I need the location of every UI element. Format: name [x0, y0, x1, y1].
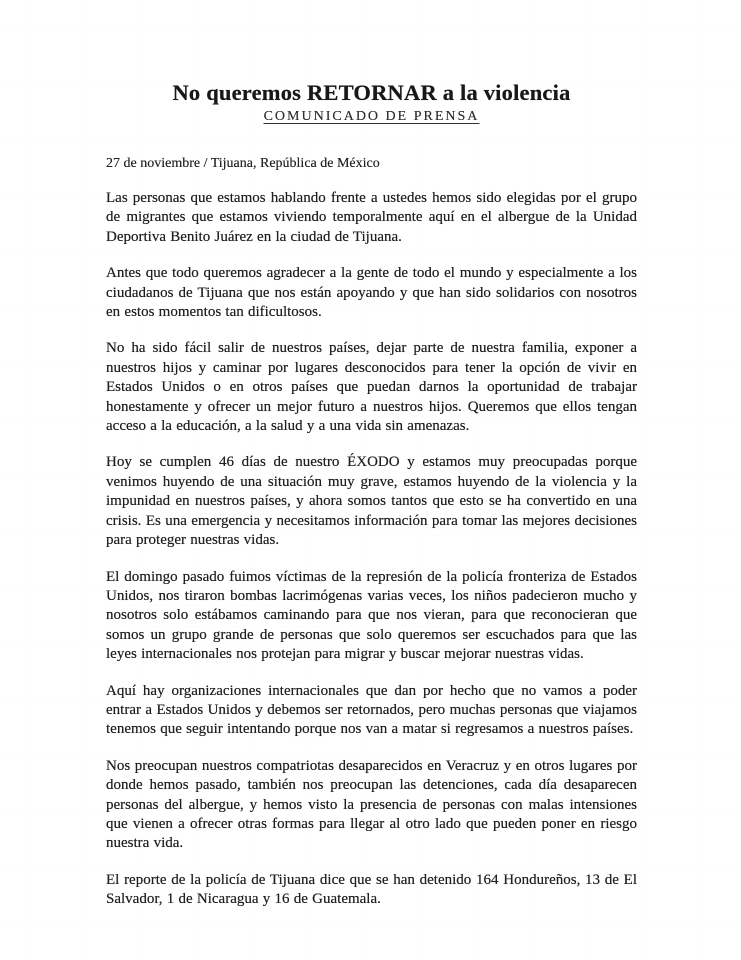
document-subtitle: COMUNICADO DE PRENSA: [263, 109, 480, 124]
document-title: No queremos RETORNAR a la violencia: [172, 80, 571, 105]
paragraph-4: Hoy se cumplen 46 días de nuestro ÉXODO y estamos muy preocupadas porque venimos huyendo de una situación muy grave, estamos huyendo de la violencia y la impunidad en nuestros países, y ahora somos tantos que esto se ha convertido en una crisis. Es una emergencia y necesitamos información para tomar las mejores decisiones para proteger nuestras vidas.: [106, 454, 637, 549]
paragraph-5: El domingo pasado fuimos víctimas de la represión de la policía fronteriza de Estados Unidos, nos tiraron bombas lacrimógenas varias veces, los niños padecieron mucho y nosotros solo estábamos caminando para que nos vieran, para que reconocieran que somos un grupo grande de personas que solo queremos ser escuchados para que las leyes internacionales nos protejan para migrar y buscar mejorar nuestras vidas.: [106, 568, 637, 663]
document-header: [106, 80, 637, 125]
paragraph-8: El reporte de la policía de Tijuana dice que se han detenido 164 Hondureños, 13 de El Salvador, 1 de Nicaragua y 16 de Guatemala.: [106, 871, 637, 908]
paragraph-6: Aquí hay organizaciones internacionales que dan por hecho que no vamos a poder entrar a Estados Unidos y debemos ser retornados, pero muchas personas que viajamos tenemos que seguir intentando porque nos van a matar si regresamos a nuestros países.: [106, 682, 637, 738]
paragraph-1: Las personas que estamos hablando frente a ustedes hemos sido elegidas por el grupo de migrantes que estamos viviendo temporalmente aquí en el albergue de la Unidad Deportiva Benito Juárez en la ciudad de Tijuana.: [106, 190, 637, 245]
document-body: [106, 189, 637, 910]
paragraph-2: Antes que todo queremos agradecer a la gente de todo el mundo y especialmente a los ciudadanos de Tijuana que nos están apoyando y que han sido solidarios con nosotros en estos momentos tan dificultosos.: [106, 265, 637, 321]
paragraph-7: Nos preocupan nuestros compatriotas desaparecidos en Veracruz y en otros lugares por donde hemos pasado, también nos preocupan las detenciones, cada día desaparecen personas del albergue, y hemos visto la presencia de personas con malas intensiones que vienen a ofrecer otras formas para llegar al otro lado que pueden poner en riesgo nuestra vida.: [106, 757, 637, 852]
document-dateline: 27 de noviembre / Tijuana, República de México: [106, 156, 380, 171]
paragraph-3: No ha sido fácil salir de nuestros países, dejar parte de nuestra familia, exponer a nuestros hijos y caminar por lugares desconocidos para tener la opción de vivir en Estados Unidos o en otros países que puedan darnos la oportunidad de trabajar honestamente y ofrecer un mejor futuro a nuestros hijos. Queremos que ellos tengan acceso a la educación, a la salud y a una vida sin amenazas.: [106, 340, 637, 435]
